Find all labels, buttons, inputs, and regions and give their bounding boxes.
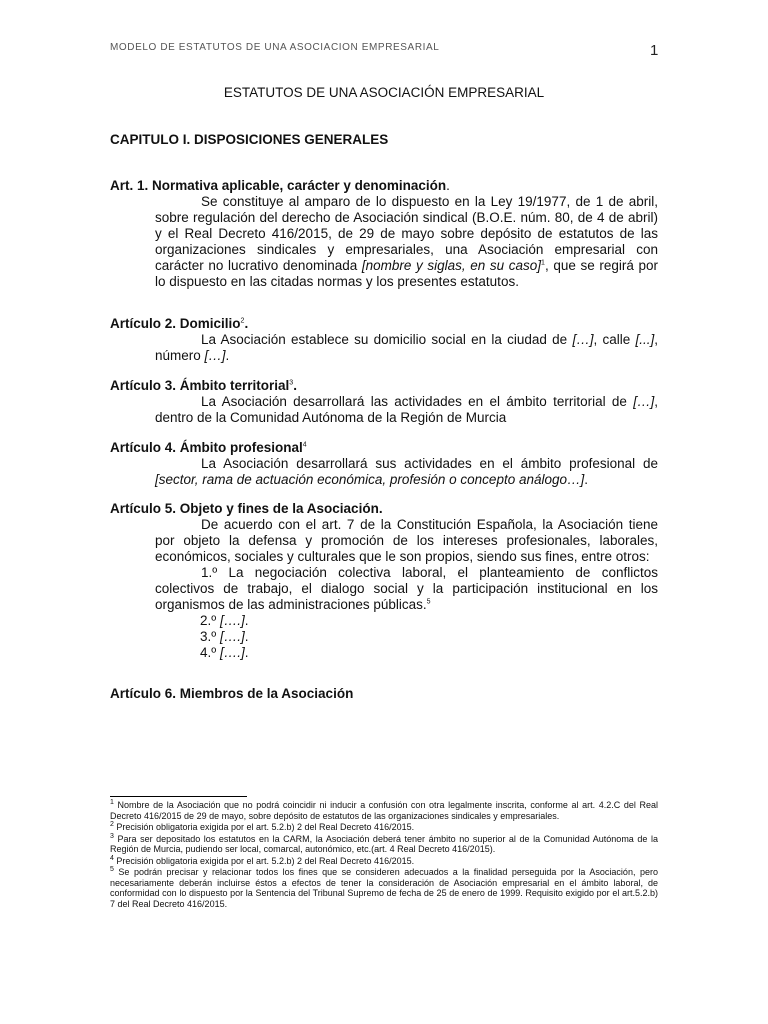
article-2-heading: Artículo 2. Domicilio bbox=[110, 316, 241, 331]
article-4-heading: Artículo 4. Ámbito profesional bbox=[110, 440, 303, 455]
footnote-ref-5: 5 bbox=[426, 598, 431, 606]
document-title: ESTATUTOS DE UNA ASOCIACIÓN EMPRESARIAL bbox=[223, 85, 545, 100]
article-1: Art. 1. Normativa aplicable, carácter y denominación. Se constituye al amparo de lo dispuesto en la Ley 19/1977, de 1 de abril, sobre regulación del derecho de Asociación sindical (B.O.E. núm. 80, de 4 de abril) y el Real Decreto 416/2015, de 29 de mayo sobre depósito de estatutos de las organizaciones sindicales y empresariales, una Asociación empresarial con carácter no lucrativo denominada [nombre y siglas, en su caso]$^1$, que se regirá por lo dispuesto en las citadas normas y los presentes estatutos. bbox=[110, 178, 658, 289]
article-1-heading: Art. 1. Normativa aplicable, carácter y denominación bbox=[110, 178, 447, 193]
article-2: Artículo 2. Domicilio$^2$. La Asociación establece su domicilio social en la ciudad de […], calle [...], número […]. bbox=[110, 316, 658, 363]
footnote-1: $^1$ Nombre de la Asociación que no podrá coincidir ni inducir a confusión con otra legalmente inscrita, conforme al art. 4.2.C del Real Decreto 416/2015 de 29 de mayo, sobre depósito de estatutos de las organizaciones sindicales y empresariales. bbox=[110, 799, 658, 821]
footnote-3: $^3$ Para ser depositado los estatutos en la CARM, la Asociación deberá tener ámbito no superior al de la Comunidad Autónoma de la Región de Murcia, pudiendo ser local, comarcal, autonómico, etc.(art. 4 Real Decreto 416/2015). bbox=[110, 832, 658, 854]
article-5-body: De acuerdo con el art. 7 de la Constitución Española, la Asociación tiene por objeto la defensa y promoción de los intereses profesionales, laborales, económicos, sociales y culturales que le son propios, siendo sus fines, entre otros: bbox=[155, 517, 658, 564]
article-3: Artículo 3. Ámbito territorial$^3$. La Asociación desarrollará las actividades en el ámbito territorial de […], dentro de la Comunidad Autónoma de la Región de Murcia bbox=[110, 378, 658, 425]
running-header: MODELO DE ESTATUTOS DE UNA ASOCIACION EMPRESARIAL bbox=[110, 42, 440, 53]
footnotes bbox=[110, 800, 658, 910]
page-number: 1 bbox=[650, 42, 659, 59]
article-5 bbox=[110, 501, 658, 661]
article-3-body: La Asociación desarrollará las actividades en el ámbito territorial de […], dentro de la Comunidad Autónoma de la Región de Murcia bbox=[155, 394, 658, 425]
footnote-4: $^4$ Precisión obligatoria exigida por el art. 5.2.b) 2 del Real Decreto 416/2015. bbox=[110, 854, 415, 866]
chapter-heading: CAPITULO I. DISPOSICIONES GENERALES bbox=[110, 132, 389, 147]
article-6-heading: Artículo 6. Miembros de la Asociación bbox=[110, 686, 354, 701]
article-5-aim-2: 2.º [….]. bbox=[200, 613, 249, 628]
footnote-divider bbox=[110, 796, 247, 797]
article-6 bbox=[110, 686, 658, 702]
article-5-heading: Artículo 5. Objeto y fines de la Asociación. bbox=[110, 501, 383, 516]
footnote-ref-3: 3 bbox=[289, 379, 294, 387]
footnote-5: $^5$ Se podrán precisar y relacionar todos los fines que se consideren adecuados a la finalidad perseguida por la Asociación, pero necesariamente deberán incluirse éstos a efectos de tener la consideración de Asociación empresarial en el ámbito laboral, de conformidad con lo dispuesto por la Sentencia del Tribunal Supremo de fecha de 25 de enero de 1999. Requisito exigido por el art.5.2.b) 7 del Real Decreto 416/2015. bbox=[110, 866, 658, 909]
article-2-body: La Asociación establece su domicilio social en la ciudad de […], calle [...], número […]. bbox=[155, 332, 658, 363]
article-1-body: Se constituye al amparo de lo dispuesto en la Ley 19/1977, de 1 de abril, sobre regulación del derecho de Asociación sindical (B.O.E. núm. 80, de 4 de abril) y el Real Decreto 416/2015, de 29 de mayo sobre depósito de estatutos de las organizaciones sindicales y empresariales, una Asociación empresarial con carácter no lucrativo denominada [nombre y siglas, en su caso]$^1$, que se regirá por lo dispuesto en las citadas normas y los presentes estatutos. bbox=[155, 194, 658, 289]
article-3-heading: Artículo 3. Ámbito territorial bbox=[110, 378, 290, 393]
article-4-body: La Asociación desarrollará sus actividades en el ámbito profesional de [sector, rama de actuación económica, profesión o concepto análogo…]. bbox=[155, 456, 658, 487]
article-4 bbox=[110, 440, 658, 488]
article-5-aim-1: 1.º La negociación colectiva laboral, el planteamiento de conflictos colectivos de trabajo, el dialogo social y la participación institucional en los organismos de las administraciones públicas.$^5$ bbox=[155, 565, 658, 612]
name-placeholder: [nombre y siglas, en su caso] bbox=[361, 258, 542, 273]
footnote-2: $^2$ Precisión obligatoria exigida por el art. 5.2.b) 2 del Real Decreto 416/2015. bbox=[110, 821, 415, 832]
footnote-ref-4: 4 bbox=[302, 441, 307, 449]
article-5-aim-4: 4.º [….]. bbox=[200, 645, 249, 660]
article-5-aim-3: 3.º [….]. bbox=[200, 629, 249, 644]
footnote-ref-1: 1 bbox=[541, 259, 545, 267]
footnote-ref-2: 2 bbox=[240, 317, 245, 325]
